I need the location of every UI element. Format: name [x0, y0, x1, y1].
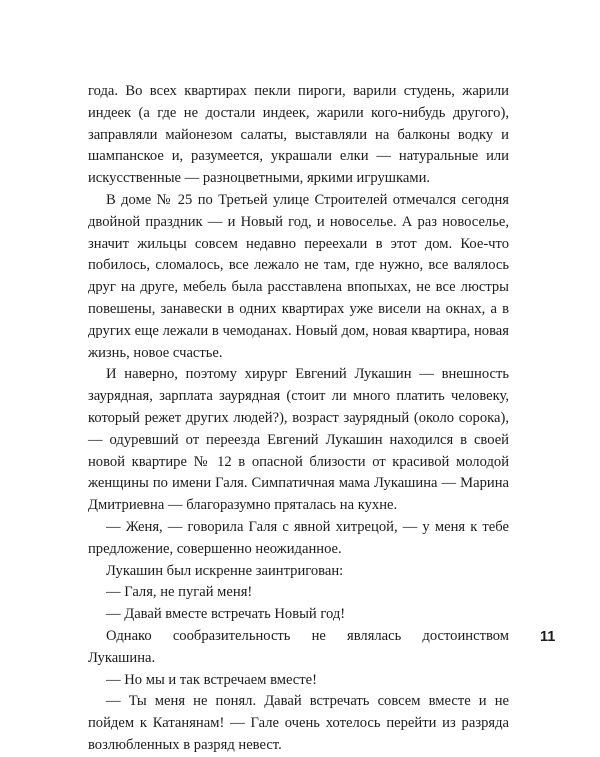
page-number: 11	[540, 629, 556, 645]
paragraph-housewarming: В доме № 25 по Третьей улице Строителей отмечался сегодня двойной праздник — и Новый год, и новоселье. А раз новоселье, значит жильцы совсем недавно переехали в этот дом. Кое-что побилось, сломалось, все лежало не там, где нужно, все валялось друг на друге, мебель была расставлена впопыхах, не все люстры повешены, занавески в одних квартирах уже висели на окнах, а в других еще лежали в чемоданах. Новый дом, новая квартира, новая жизнь, новое счастье.	[88, 191, 509, 361]
dialogue-line: — Давай вместе встречать Новый год!	[106, 606, 346, 623]
paragraph-holiday-preparations: года. Во всех квартирах пекли пироги, варили студень, жарили индеек (а где не достали индеек, жарили кого-нибудь другого), заправляли майонезом салаты, выставляли на балконы водку и шампанское и, разумеется, украшали елки — натуральные или искусственные — разноцветными, яркими игрушками.	[88, 83, 509, 187]
narration-line: Однако сообразительность не являлась достоинством Лукашина.	[88, 627, 509, 666]
dialogue-line: — Ты меня не понял. Давай встречать совсем вместе и не пойдем к Катанянам! — Гале очень хотелось перейти из разряда возлюбленных в разряд невест.	[88, 693, 509, 753]
paragraph-lukashin-intro: И наверно, поэтому хирург Евгений Лукашин — внешность заурядная, зарплата заурядная (стоит ли много платить человеку, который режет других людей?), возраст заурядный (около сорока), — одуревший от переезда Евгений Лукашин находился в своей новой квартире № 12 в опасной близости от красивой молодой женщины по имени Галя. Симпатичная мама Лукашина — Марина Дмитриевна — благоразумно пряталась на кухне.	[88, 366, 509, 514]
page-body	[88, 81, 509, 757]
narration-line: Лукашин был искренне заинтригован:	[106, 562, 344, 579]
dialogue-line: — Но мы и так встречаем вместе!	[106, 671, 317, 688]
dialogue-line: — Галя, не пугай меня!	[106, 584, 253, 601]
dialogue-line: — Женя, — говорила Галя с явной хитрецой, — у меня к тебе предложение, совершенно неожиданное.	[88, 518, 509, 557]
